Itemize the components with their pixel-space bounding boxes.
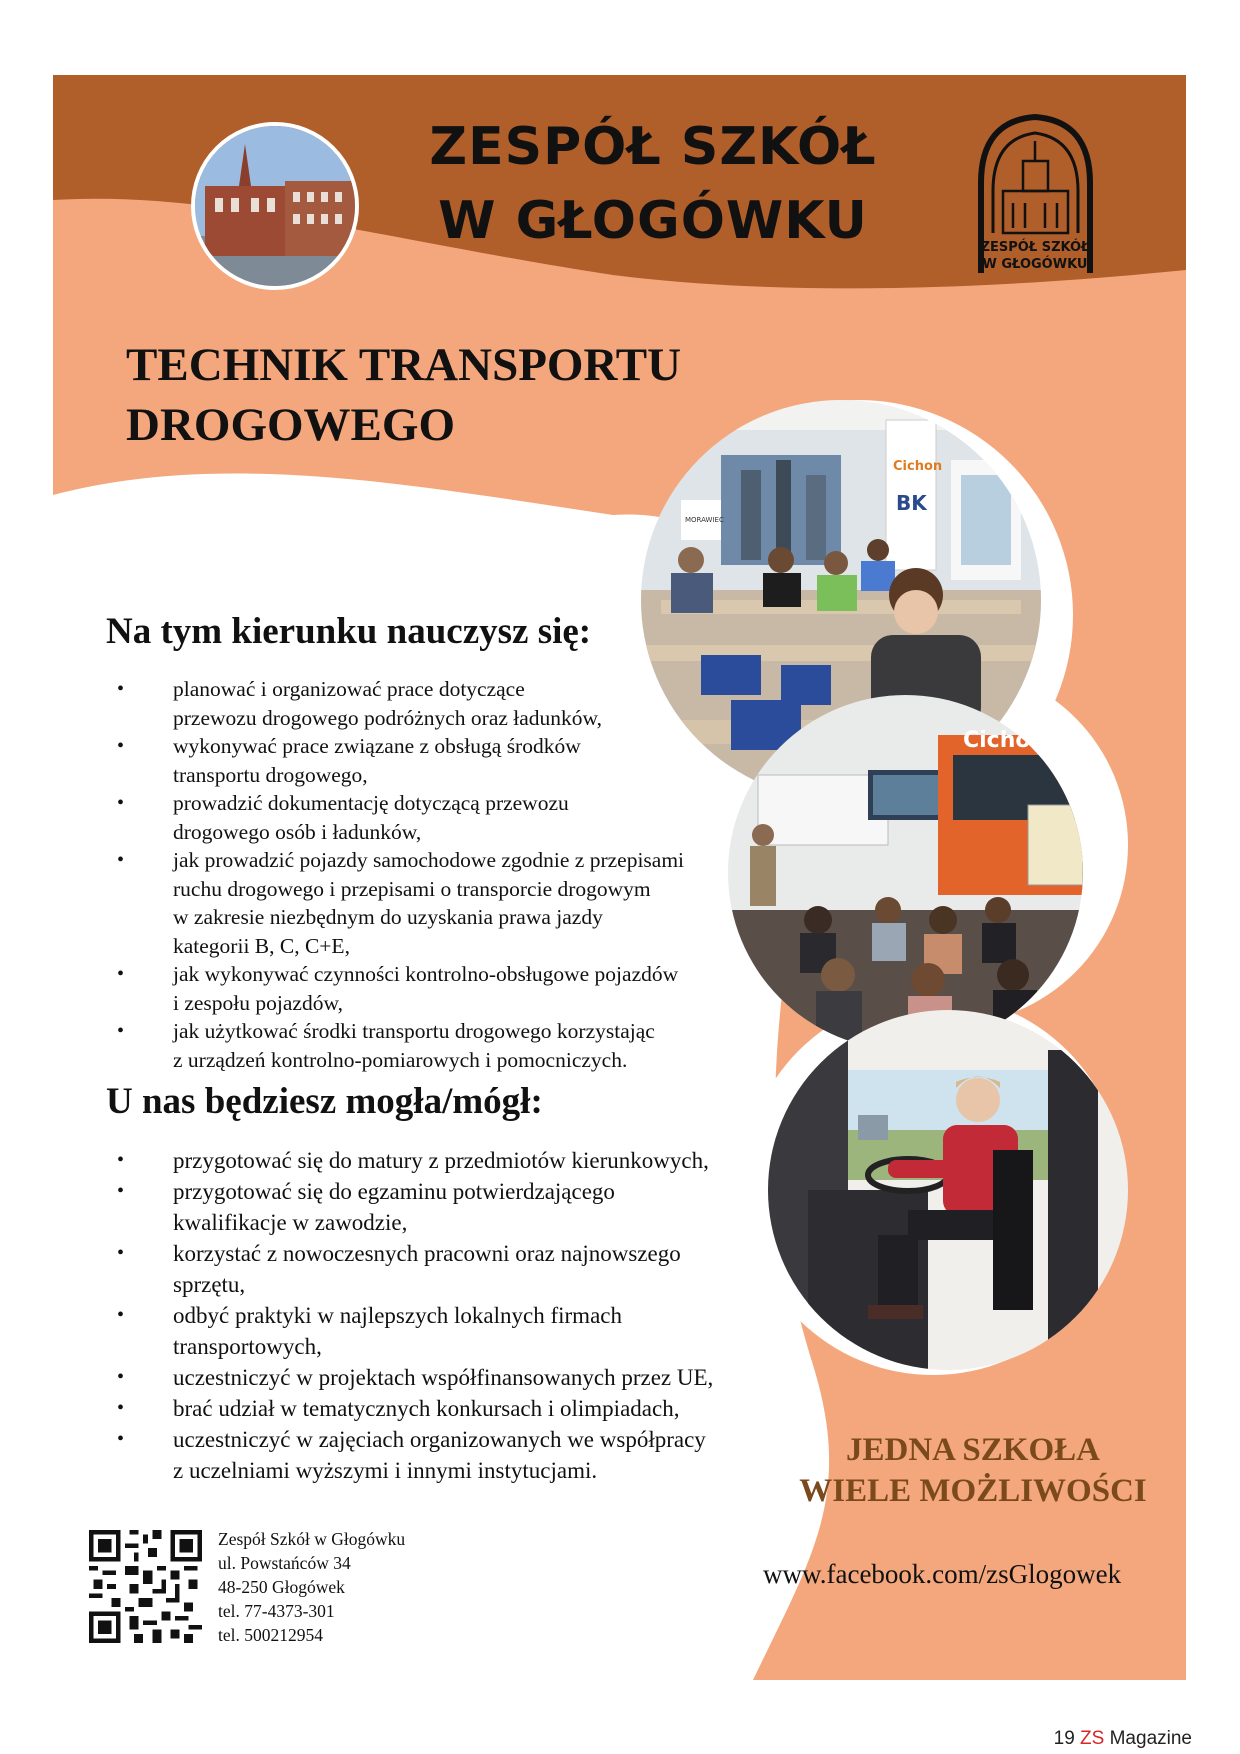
list-item-line: • brać udział w tematycznych konkursach i olimpiadach, <box>173 1396 680 1421</box>
cichon-sign-2: Cichon <box>963 728 1047 753</box>
program-title <box>126 335 681 455</box>
list-item-line: • uczestniczyć w projektach współfinansowanych przez UE, <box>173 1365 714 1390</box>
list-item-line: • uczestniczyć w zajęciach organizowanych we współpracy <box>173 1427 706 1452</box>
list-item-line: • prowadzić dokumentację dotyczącą przewozu <box>173 791 569 815</box>
motto-line2: WIELE MOŻLIWOŚCI <box>799 1473 1147 1509</box>
bk-sign: BK <box>896 491 927 515</box>
morawiec-sign-1: MORAWIEC <box>685 516 724 524</box>
list-item <box>113 1362 813 1393</box>
magazine-brand: ZS <box>1080 1728 1105 1749</box>
school-title-line2: W GŁOGÓWKU <box>438 191 868 251</box>
page-number: 19 <box>1053 1728 1075 1749</box>
list-item-line: • jak prowadzić pojazdy samochodowe zgodnie z przepisami <box>173 848 685 872</box>
learn-heading: Na tym kierunku nauczysz się: <box>106 611 592 652</box>
contact-address <box>218 1527 405 1647</box>
page-footer <box>1054 1728 1192 1750</box>
list-item <box>113 1238 813 1300</box>
school-building-photo <box>191 122 359 290</box>
school-title-line1: ZESPÓŁ SZKÓŁ <box>429 117 877 177</box>
program-title-line1: TECHNIK TRANSPORTU <box>126 339 682 391</box>
list-item-line: ruchu drogowego i przepisami o transporcie drogowym <box>173 876 651 901</box>
contact-phone-2: tel. 500212954 <box>218 1625 323 1645</box>
contact-name: Zespół Szkół w Głogówku <box>218 1529 406 1549</box>
list-item <box>113 1017 783 1074</box>
list-item-line: i zespołu pojazdów, <box>173 990 343 1015</box>
qr-code[interactable] <box>89 1530 202 1643</box>
list-item <box>113 1145 813 1176</box>
school-building-image <box>195 126 355 286</box>
list-item-line: • przygotować się do egzaminu potwierdzającego <box>173 1179 615 1204</box>
list-item-line: • odbyć praktyki w najlepszych lokalnych firmach <box>173 1303 622 1328</box>
contact-street: ul. Powstańców 34 <box>218 1553 351 1573</box>
simulator-image <box>768 1010 1128 1370</box>
facebook-link[interactable]: www.facebook.com/zsGlogowek <box>763 1559 1122 1589</box>
school-logo <box>973 113 1098 278</box>
list-item-line: w zakresie niezbędnym do uzyskania prawa jazdy <box>173 905 603 929</box>
program-title-line2: DROGOWEGO <box>126 399 456 451</box>
list-item-line: • korzystać z nowoczesnych pracowni oraz najnowszego <box>173 1241 681 1266</box>
offer-list <box>113 1145 813 1486</box>
list-item-line: drogowego osób i ładunków, <box>173 819 422 844</box>
simulator-photo <box>768 1010 1128 1370</box>
cichon-sign-1: Cichon <box>893 459 943 474</box>
list-item <box>113 846 783 960</box>
poster <box>53 75 1186 1680</box>
list-item-line: przewozu drogowego podróżnych oraz ładunków, <box>173 705 603 730</box>
motto <box>753 1430 1186 1512</box>
list-item-line: kwalifikacje w zawodzie, <box>173 1210 408 1235</box>
contact-phone-1: tel. 77-4373-301 <box>218 1601 335 1621</box>
offer-heading: U nas będziesz mogła/mógł: <box>106 1081 543 1122</box>
list-item <box>113 789 783 846</box>
motto-line1: JEDNA SZKOŁA <box>846 1432 1100 1468</box>
list-item-line: • przygotować się do matury z przedmiotów kierunkowych, <box>173 1148 709 1173</box>
list-item-line: z urządzeń kontrolno-pomiarowych i pomocniczych. <box>173 1047 628 1072</box>
list-item <box>113 675 783 732</box>
list-item-line: transportowych, <box>173 1334 322 1359</box>
list-item-line: kategorii B, C, C+E, <box>173 933 350 958</box>
list-item <box>113 1176 813 1238</box>
school-title <box>383 110 923 258</box>
contact-city: 48-250 Głogówek <box>218 1577 345 1597</box>
list-item-line: sprzętu, <box>173 1272 246 1297</box>
list-item <box>113 1393 813 1424</box>
learn-list <box>113 675 783 1074</box>
list-item-line: • wykonywać prace związane z obsługą środków <box>173 734 581 758</box>
logo-text-line2: W GŁOGÓWKU <box>982 257 1088 272</box>
list-item <box>113 1424 813 1486</box>
list-item <box>113 1300 813 1362</box>
list-item-line: • jak użytkować środki transportu drogowego korzystając <box>173 1019 655 1043</box>
list-item-line: • planować i organizować prace dotyczące <box>173 677 525 701</box>
list-item-line: transportu drogowego, <box>173 762 368 787</box>
logo-text-line1: ZESPÓŁ SZKÓŁ <box>980 240 1090 255</box>
list-item-line: • jak wykonywać czynności kontrolno-obsługowe pojazdów <box>173 962 679 986</box>
magazine-suffix: Magazine <box>1109 1728 1192 1749</box>
list-item <box>113 732 783 789</box>
list-item <box>113 960 783 1017</box>
list-item-line: z uczelniami wyższymi i innymi instytucjami. <box>173 1458 598 1483</box>
